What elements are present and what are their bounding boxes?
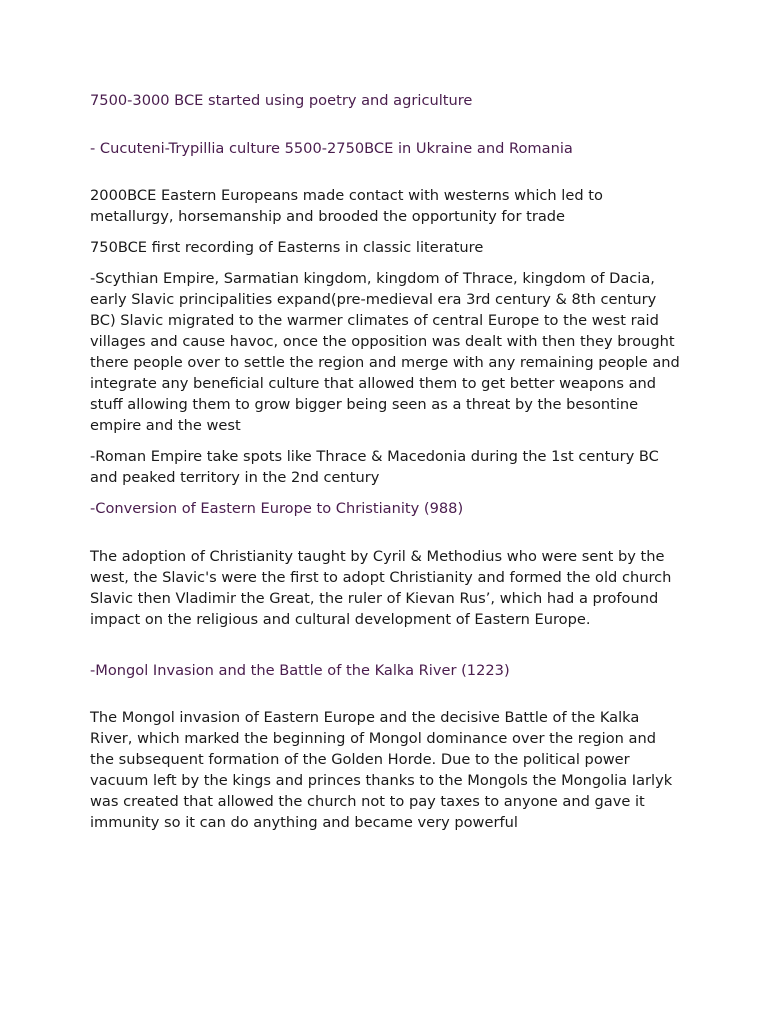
paragraph-contact-with-west: 2000BCE Eastern Europeans made contact with westerns which led to metallurgy, horsemanship and brooded the opportunity for trade [90,187,603,225]
paragraph-mongol-invasion: The Mongol invasion of Eastern Europe and the decisive Battle of the Kalka River, which marked the beginning of Mongol dominance over the region and the subsequent formation of the Golden Horde. Due to the political power vacuum left by the kings and princes thanks to the Mongols the Mongolia Iarlyk was created that allowed the church not to pay taxes to anyone and gave it immunity so it can do anything and became very powerful [90,709,673,831]
heading-christianity-conversion: -Conversion of Eastern Europe to Christianity (988) [90,500,464,517]
heading-mongol-invasion: -Mongol Invasion and the Battle of the Kalka River (1223) [90,662,510,679]
paragraph-roman-empire: -Roman Empire take spots like Thrace & Macedonia during the 1st century BC and peaked territory in the 2nd century [90,448,659,486]
heading-cucuteni-trypillia: - Cucuteni-Trypillia culture 5500-2750BCE in Ukraine and Romania [90,140,573,157]
document-body [90,90,682,833]
paragraph-christianity: The adoption of Christianity taught by Cyril & Methodius who were sent by the west, the Slavic's were the first to adopt Christianity and formed the old church Slavic then Vladimir the Great, the ruler of Kievan Rus’, which had a profound impact on the religious and cultural development of Eastern Europe. [90,548,672,628]
heading-early-agriculture: 7500-3000 BCE started using poetry and agriculture [90,92,473,109]
paragraph-classic-literature: 750BCE first recording of Easterns in classic literature [90,239,484,256]
paragraph-scythian-slavic: -Scythian Empire, Sarmatian kingdom, kingdom of Thrace, kingdom of Dacia, early Slavic principalities expand(pre-medieval era 3rd century & 8th century BC) Slavic migrated to the warmer climates of central Europe to the west raid villages and cause havoc, once the opposition was dealt with then they brought there people over to settle the region and merge with any remaining people and integrate any beneficial culture that allowed them to get better weapons and stuff allowing them to grow bigger being seen as a threat by the besontine empire and the west [90,270,680,434]
